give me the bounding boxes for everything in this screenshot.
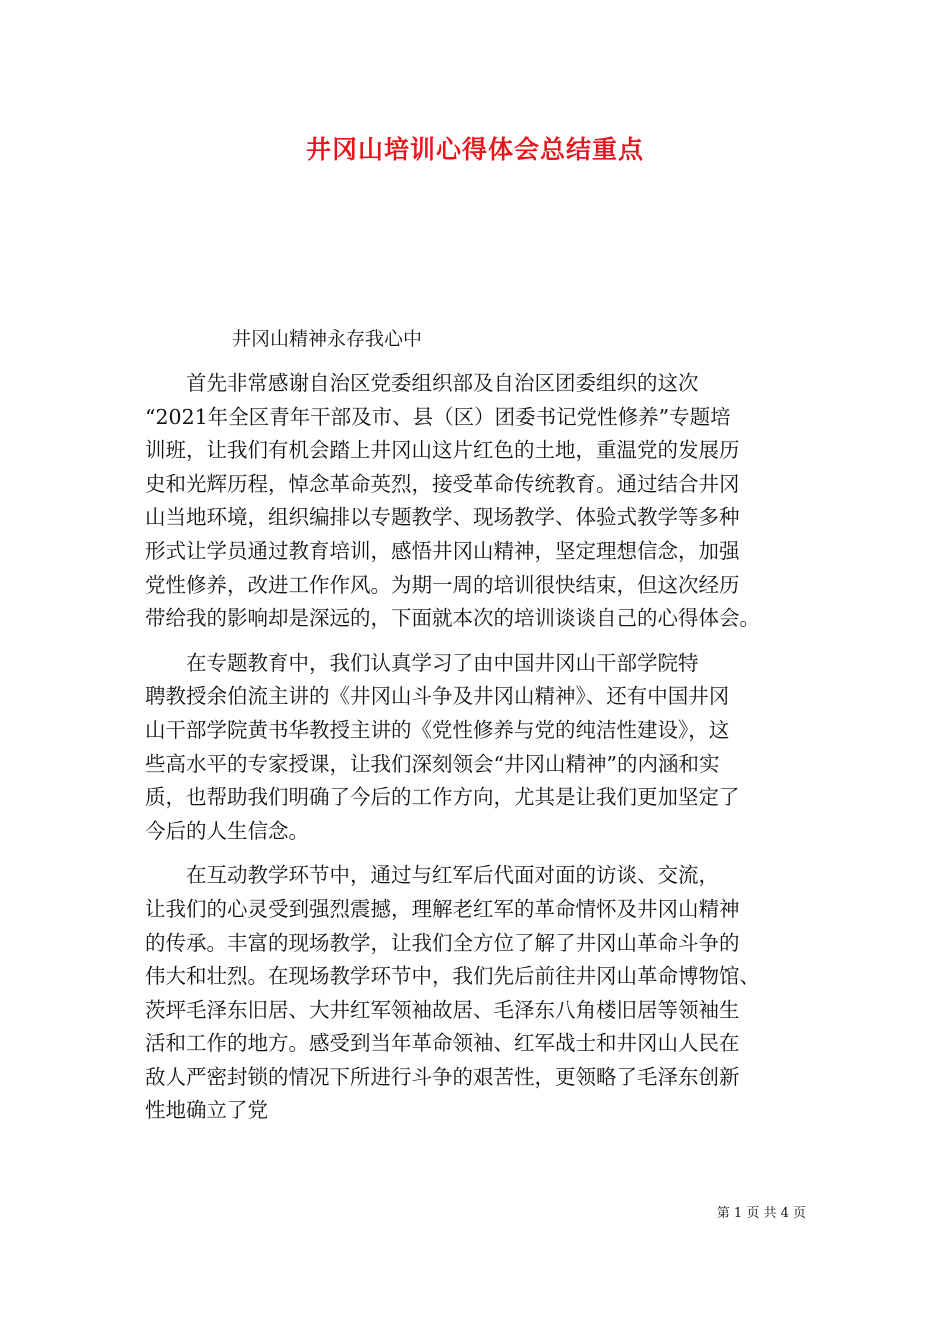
paragraph-line: 聘教授余伯流主讲的《井冈山斗争及井冈山精神》、还有中国井冈 bbox=[145, 684, 730, 709]
paragraph-line: 形式让学员通过教育培训，感悟井冈山精神，坚定理想信念，加强 bbox=[145, 538, 740, 563]
paragraph-line: 党性修养，改进工作作风。为期一周的培训很快结束，但这次经历 bbox=[145, 572, 740, 597]
paragraph-line: 质，也帮助我们明确了今后的工作方向，尤其是让我们更加坚定了 bbox=[145, 785, 740, 810]
document-body bbox=[145, 367, 825, 1128]
paragraph-line: 训班，让我们有机会踏上井冈山这片红色的土地，重温党的发展历 bbox=[145, 438, 740, 463]
paragraph-line: 史和光辉历程，悼念革命英烈，接受革命传统教育。通过结合井冈 bbox=[145, 471, 740, 496]
document-subtitle: 井冈山精神永存我心中 bbox=[232, 328, 423, 350]
paragraph-line: 茨坪毛泽东旧居、大井红军领袖故居、毛泽东八角楼旧居等领袖生 bbox=[145, 997, 740, 1022]
paragraph-gap bbox=[145, 636, 825, 647]
document-title: 井冈山培训心得体会总结重点 bbox=[305, 135, 644, 164]
paragraph-line: 山干部学院黄书华教授主讲的《党性修养与党的纯洁性建设》，这 bbox=[145, 717, 730, 742]
paragraph-line: 伟大和壮烈。在现场教学环节中，我们先后前往井冈山革命博物馆、 bbox=[145, 964, 760, 989]
page-footer: 第 1 页 共 4 页 bbox=[716, 1206, 806, 1221]
paragraph-line: 让我们的心灵受到强烈震撼，理解老红军的革命情怀及井冈山精神 bbox=[145, 896, 740, 921]
paragraph-gap bbox=[145, 848, 825, 859]
paragraph-line: 的传承。丰富的现场教学，让我们全方位了解了井冈山革命斗争的 bbox=[145, 930, 740, 955]
paragraph-line: “2021年全区青年干部及市、县（区）团委书记党性修养”专题培 bbox=[145, 404, 731, 429]
paragraph-line: 山当地环境，组织编排以专题教学、现场教学、体验式教学等多种 bbox=[145, 505, 740, 530]
paragraph-line: 性地确立了党 bbox=[145, 1098, 268, 1123]
paragraph-line: 今后的人生信念。 bbox=[145, 818, 309, 843]
paragraph-line: 敌人严密封锁的情况下所进行斗争的艰苦性，更领略了毛泽东创新 bbox=[145, 1064, 740, 1089]
paragraph-line: 首先非常感谢自治区党委组织部及自治区团委组织的这次 bbox=[145, 371, 699, 395]
paragraph-line: 些高水平的专家授课，让我们深刻领会“井冈山精神”的内涵和实 bbox=[145, 751, 720, 776]
paragraph-line: 在专题教育中，我们认真学习了由中国井冈山干部学院特 bbox=[145, 650, 699, 675]
paragraph-line: 在互动教学环节中，通过与红军后代面对面的访谈、交流， bbox=[145, 863, 719, 888]
paragraph-line: 活和工作的地方。感受到当年革命领袖、红军战士和井冈山人民在 bbox=[145, 1031, 740, 1056]
paragraph-line: 带给我的影响却是深远的，下面就本次的培训谈谈自己的心得体会。 bbox=[145, 606, 760, 631]
